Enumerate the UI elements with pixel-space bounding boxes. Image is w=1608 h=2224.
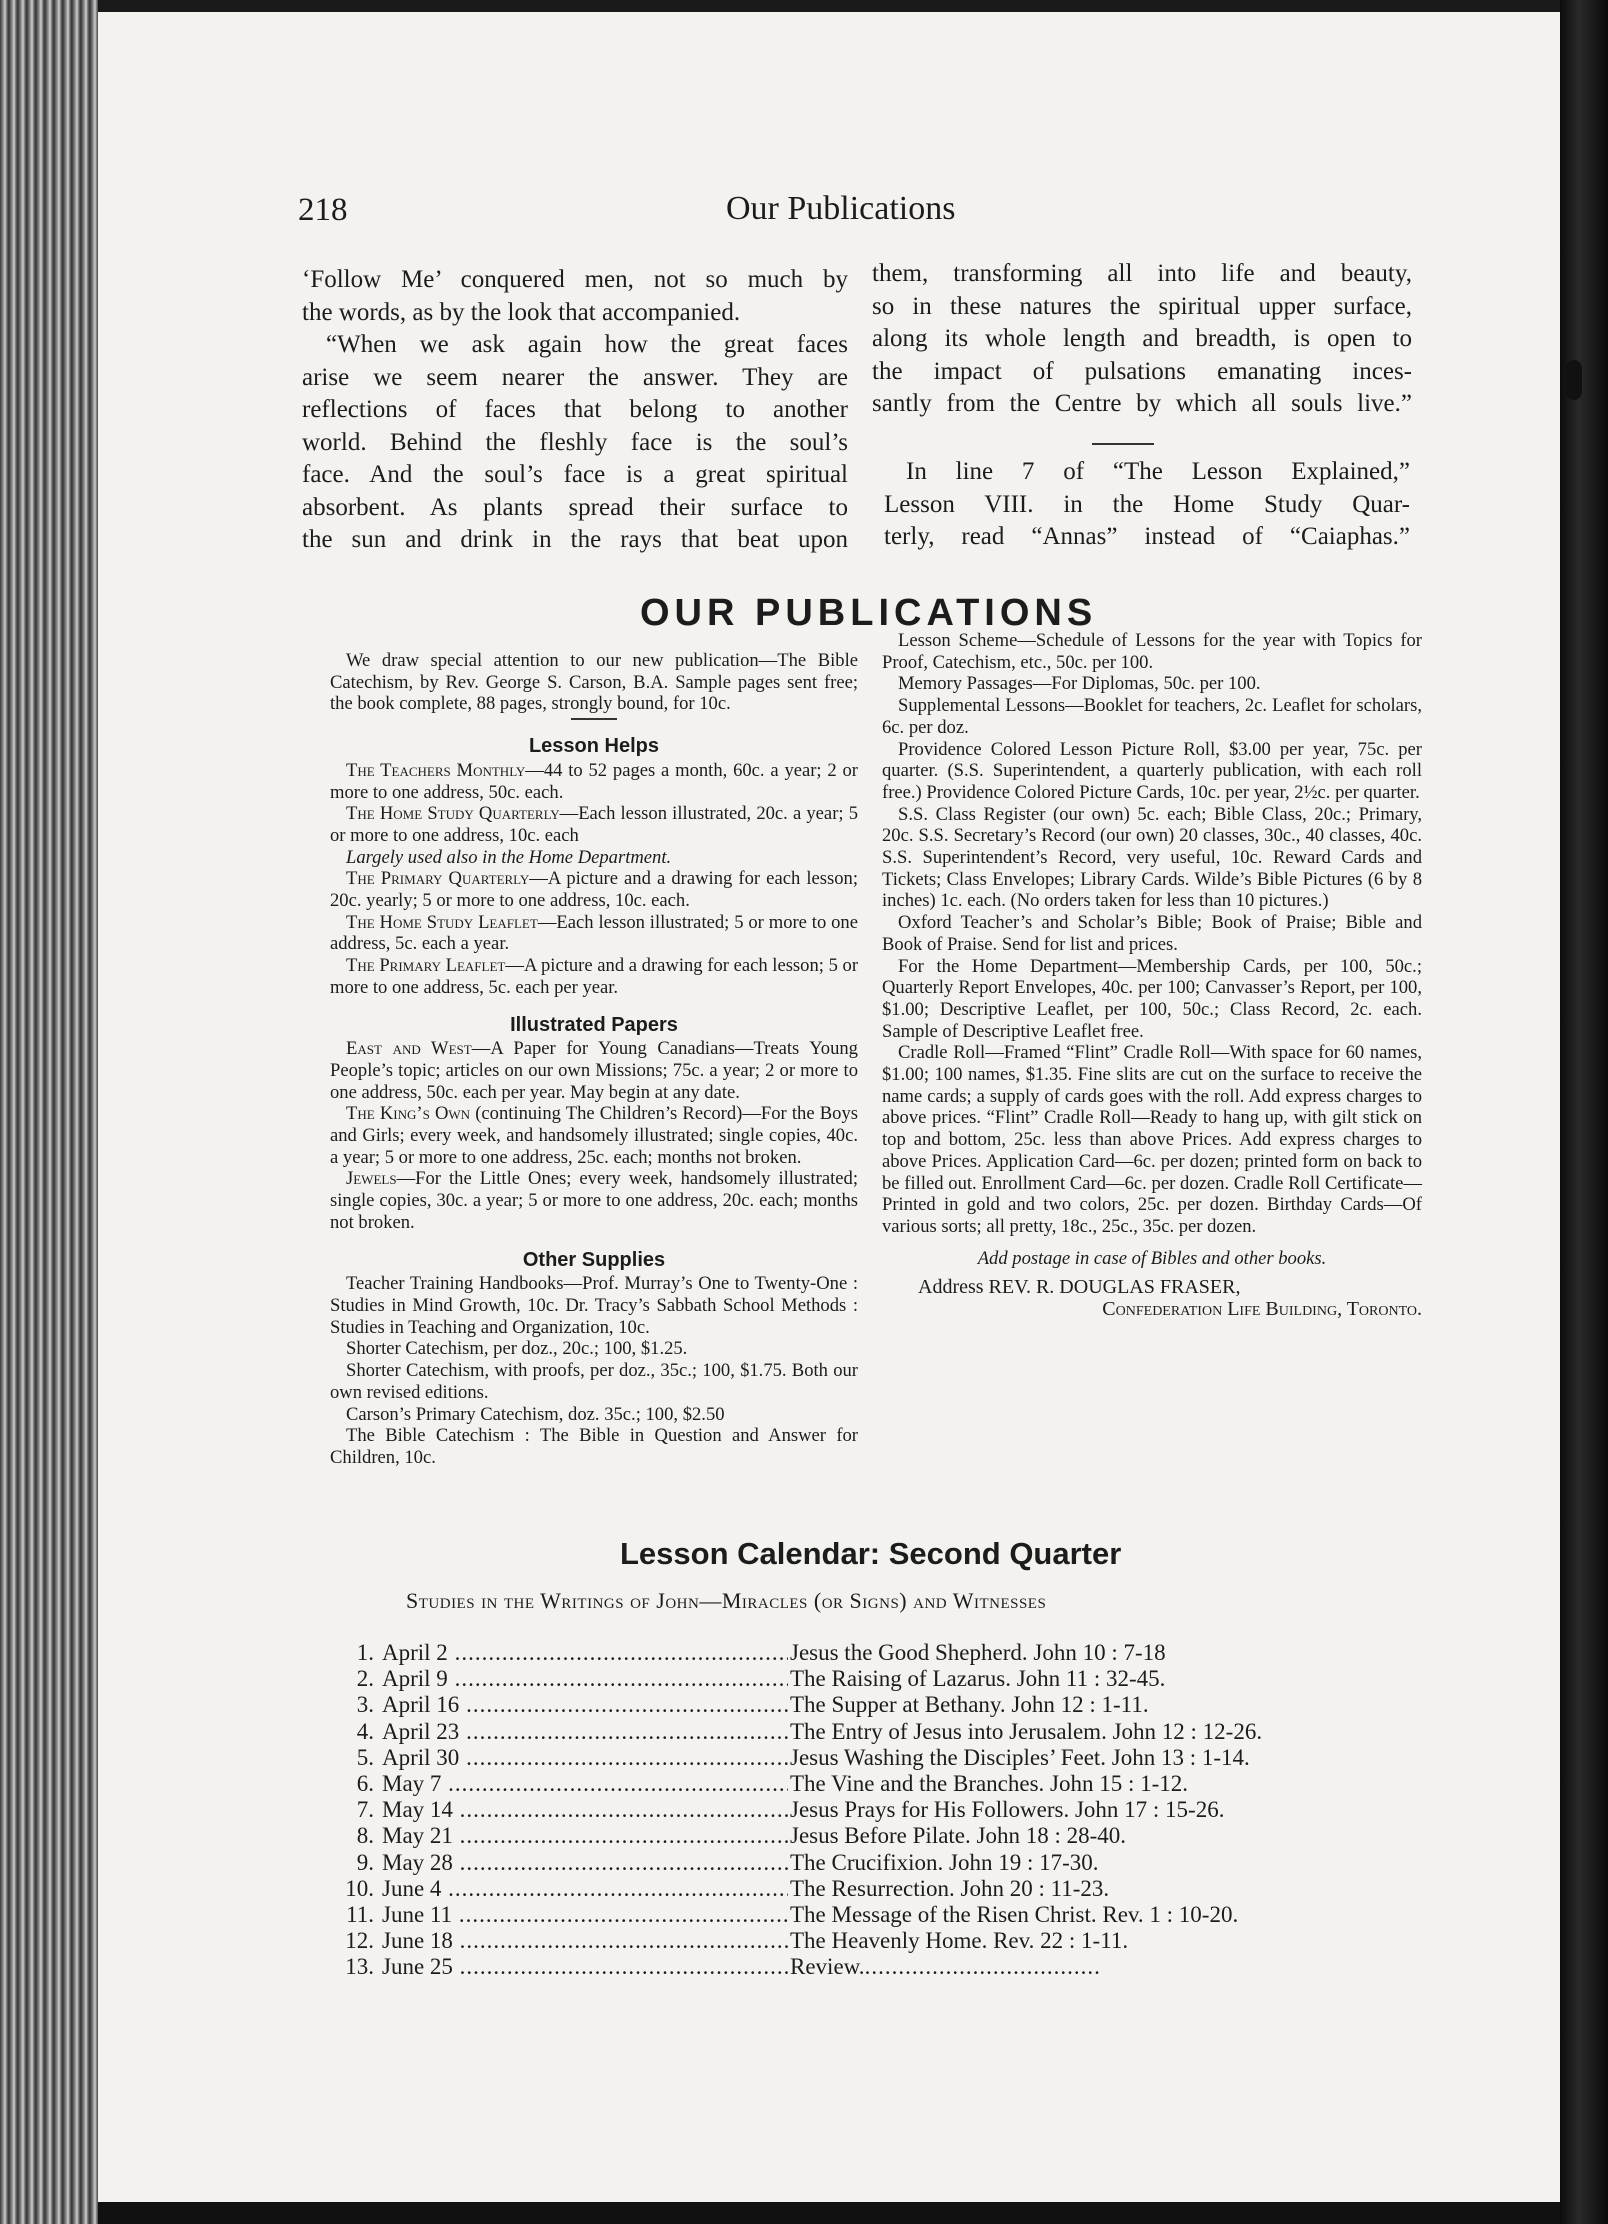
calendar-lesson-title: The Raising of Lazarus. John 11 : 32-45. <box>790 1666 1166 1692</box>
calendar-subtitle: Studies in the Writings of John—Miracles (or Signs) and Witnesses <box>406 1588 1047 1613</box>
article-line: so in these natures the spiritual upper surface, <box>872 292 1412 320</box>
calendar-row <box>326 1797 1456 1823</box>
publication-item: The King’s Own (continuing The Children’s Record)—For the Boys and Girls; every week, and handsomely illustrated; single copies, 40c. a year; 5 or more to one address, 25c. each; months not broken. <box>330 1103 858 1168</box>
calendar-row <box>326 1719 1456 1745</box>
running-head-title: Our Publications <box>726 190 956 227</box>
publications-title: OUR PUBLICATIONS <box>640 592 1098 634</box>
page-number: 218 <box>298 192 348 228</box>
calendar-lesson-title: Jesus Prays for His Followers. John 17 : 15-26. <box>790 1797 1225 1823</box>
publication-item: The Home Study Quarterly—Each lesson illustrated, 20c. a year; 5 or more to one address, 10c. each <box>330 803 859 846</box>
publications-intro: We draw special attention to our new publication—The Bible Catechism, by Rev. George S. Carson, B.A. Sample pages sent free; the book complete, 88 pages, strongly bound, for 10c. <box>330 650 858 715</box>
publication-item: The Primary Leaflet—A picture and a drawing for each lesson; 5 or more to one address, 5c. each per year. <box>330 955 859 998</box>
calendar-row <box>326 1692 1456 1718</box>
calendar-row <box>326 1850 1456 1876</box>
article-line: the impact of pulsations emanating inces- <box>872 357 1412 385</box>
calendar-lesson-number: 7. <box>356 1797 374 1823</box>
calendar-lesson-number: 11. <box>346 1901 374 1927</box>
correction-line: Lesson VIII. in the Home Study Quar- <box>884 490 1410 518</box>
scan-bottom-edge <box>98 2202 1560 2224</box>
binding-hole <box>1566 360 1582 400</box>
address-line: Confederation Life Building, Toronto. <box>1102 1298 1422 1321</box>
calendar-lesson-title: The Vine and the Branches. John 15 : 1-12. <box>790 1770 1189 1796</box>
calendar-lesson-title: The Crucifixion. John 19 : 17-30. <box>790 1849 1099 1875</box>
calendar-lesson-number: 9. <box>356 1849 374 1875</box>
calendar-lesson-date: May 7 ..... <box>382 1771 1102 1797</box>
calendar-lesson-date: May 28 ..... <box>382 1850 1102 1876</box>
article-left-column <box>302 264 848 557</box>
article-line: the words, as by the look that accompanied. <box>302 298 741 326</box>
article-line: the sun and drink in the rays that beat upon <box>302 526 848 553</box>
correction-note <box>884 456 1410 554</box>
calendar-lesson-number: 6. <box>356 1770 374 1796</box>
supply-item: Cradle Roll—Framed “Flint” Cradle Roll—With space for 60 names, $1.00; 100 names, $1.35. Fine slits are cut on the surface to receive the name cards; a supply of cards goes with the roll. Add express charges to above prices. “Flint” Cradle Roll—Ready to hang up, with gilt stick on top and bottom, 25c. less than above Prices. Add express charges to above Prices. Application Card—6c. per dozen; printed form on back to be filled out. Enrollment Card—6c. per dozen. Cradle Roll Certificate—Printed in gold and two colors, 25c. per dozen. Birthday Cards—Of various sorts; all pretty, 18c., 25c., 35c. per dozen. <box>882 1042 1422 1237</box>
calendar-row <box>326 1745 1456 1771</box>
calendar-lesson-title: The Resurrection. John 20 : 11-23. <box>790 1875 1110 1901</box>
calendar-lesson-date: June 25 ..... <box>382 1954 1102 1980</box>
publication-item: The Primary Quarterly—A picture and a drawing for each lesson; 20c. yearly; 5 or more to one address, 10c. each. <box>330 868 858 912</box>
calendar-lesson-date: May 14 ..... <box>382 1797 1102 1823</box>
calendar-lesson-date: June 4 ..... <box>382 1876 1102 1902</box>
article-right-column <box>872 258 1412 421</box>
calendar-lesson-title: The Supper at Bethany. John 12 : 1-11. <box>790 1692 1149 1718</box>
other-supplies-heading: Other Supplies <box>522 1248 666 1271</box>
article-line: face. And the soul’s face is a great spiritual <box>302 461 848 488</box>
calendar-lesson-number: 5. <box>356 1744 374 1770</box>
calendar-lesson-title: Jesus the Good Shepherd. John 10 : 7-18 <box>790 1640 1166 1665</box>
address-line: Address REV. R. DOUGLAS FRASER, <box>918 1276 1241 1299</box>
supply-item: Providence Colored Lesson Picture Roll, $3.00 per year, 75c. per quarter. (S.S. Superintendent, a quarterly publication, with each roll free.) Providence Colored Picture Cards, 10c. per year, 2½c. per quarter. <box>882 738 1422 803</box>
supply-item: Shorter Catechism, per doz., 20c.; 100, $1.25. <box>346 1338 688 1360</box>
supply-item: Shorter Catechism, with proofs, per doz., 35c.; 100, $1.75. Both our own revised editions. <box>330 1360 858 1403</box>
calendar-lesson-title: Jesus Washing the Disciples’ Feet. John 13 : 1-14. <box>790 1744 1250 1770</box>
article-line: arise we seem nearer the answer. They are <box>302 363 848 391</box>
article-line: world. Behind the fleshly face is the soul’s <box>302 428 848 456</box>
scan-right-edge <box>1560 0 1608 2224</box>
book-spine-edge <box>0 0 98 2224</box>
calendar-lesson-date: April 16 ..... <box>382 1692 1102 1718</box>
article-line: along its whole length and breadth, is open to <box>872 325 1412 352</box>
calendar-lesson-number: 1. <box>356 1640 374 1665</box>
calendar-title: Lesson Calendar: Second Quarter <box>620 1536 1122 1571</box>
supply-item: Lesson Scheme—Schedule of Lessons for the year with Topics for Proof, Catechism, etc., 50c. per 100. <box>882 630 1422 673</box>
calendar-lesson-number: 10. <box>345 1875 374 1901</box>
calendar-list <box>326 1640 1456 1980</box>
short-rule <box>571 718 617 720</box>
supply-item: S.S. Class Register (our own) 5c. each; Bible Class, 20c.; Primary, 20c. S.S. Secretary’s Record (our own) 20 classes, 30c., 40 classes, 40c. S.S. Superintendent’s Record, very useful, 10c. Reward Cards and Tickets; Class Envelopes; Library Cards. Wilde’s Bible Pictures (6 by 8 inches) 1c. each. (No orders taken for less than 10 pictures.) <box>882 803 1422 912</box>
calendar-lesson-number: 8. <box>356 1823 374 1849</box>
calendar-row <box>326 1823 1456 1849</box>
publication-item: East and West—A Paper for Young Canadians—Treats Young People’s topic; articles on our own Missions; 75c. a year; 2 or more to one address, 50c. each per year. May begin at any date. <box>330 1038 858 1103</box>
postage-note: Add postage in case of Bibles and other books. <box>977 1247 1327 1269</box>
publications-right-column <box>882 630 1422 1321</box>
article-line: santly from the Centre by which all souls live.” <box>872 390 1412 417</box>
supply-item: The Bible Catechism : The Bible in Question and Answer for Children, 10c. <box>330 1425 858 1468</box>
calendar-lesson-date: April 30 ..... <box>382 1745 1102 1771</box>
calendar-row <box>326 1876 1456 1902</box>
illustrated-papers-heading: Illustrated Papers <box>510 1013 678 1036</box>
publications-left-column <box>330 650 858 1469</box>
lesson-helps-heading: Lesson Helps <box>528 735 660 758</box>
article-line: absorbent. As plants spread their surface to <box>302 493 848 521</box>
supply-item: For the Home Department—Membership Cards, per 100, 50c.; Quarterly Report Envelopes, 40c. per 100; Canvasser’s Report, per 100, $1.00; Descriptive Leaflet, per 100, 50c.; Class Record, 2c. each. Sample of Descriptive Leaflet free. <box>882 955 1422 1042</box>
calendar-lesson-number: 13. <box>345 1954 374 1980</box>
calendar-row <box>326 1666 1456 1692</box>
calendar-lesson-date: April 9 ..... <box>382 1666 1102 1692</box>
calendar-lesson-title: The Entry of Jesus into Jerusalem. John 12 : 12-26. <box>790 1718 1263 1744</box>
article-line: them, transforming all into life and beauty, <box>872 260 1412 287</box>
calendar-lesson-date: June 11 ..... <box>382 1902 1102 1928</box>
correction-line: In line 7 of “The Lesson Explained,” <box>906 458 1410 485</box>
calendar-row <box>326 1640 1456 1666</box>
publication-item: Largely used also in the Home Department. <box>346 846 672 868</box>
calendar-lesson-number: 12. <box>345 1928 374 1954</box>
calendar-lesson-title: The Heavenly Home. Rev. 22 : 1-11. <box>790 1928 1129 1954</box>
article-line: ‘Follow Me’ conquered men, not so much by <box>302 266 848 293</box>
supply-item: Carson’s Primary Catechism, doz. 35c.; 100, $2.50 <box>346 1403 725 1425</box>
calendar-lesson-date: April 2 ..... <box>382 1640 1102 1666</box>
calendar-lesson-date: April 23 ..... <box>382 1719 1102 1745</box>
calendar-row <box>326 1771 1456 1797</box>
article-line: “When we ask again how the great faces <box>326 331 848 358</box>
article-line: reflections of faces that belong to another <box>302 396 848 423</box>
publication-item: Jewels—For the Little Ones; every week, handsomely illustrated; single copies, 30c. a year; 5 or more to one address, 20c. each; months not broken. <box>330 1168 858 1233</box>
calendar-lesson-number: 4. <box>356 1718 374 1744</box>
calendar-lesson-number: 3. <box>356 1692 374 1718</box>
calendar-row <box>326 1954 1456 1980</box>
calendar-lesson-title: The Message of the Risen Christ. Rev. 1 : 10-20. <box>790 1901 1239 1927</box>
section-divider <box>1092 443 1154 445</box>
supply-item: Teacher Training Handbooks—Prof. Murray’s One to Twenty-One : Studies in Mind Growth, 10c. Dr. Tracy’s Sabbath School Methods : Studies in Teaching and Organization, 10c. <box>330 1273 858 1338</box>
calendar-lesson-title: Jesus Before Pilate. John 18 : 28-40. <box>790 1823 1127 1849</box>
supply-item: Supplemental Lessons—Booklet for teachers, 2c. Leaflet for scholars, 6c. per doz. <box>882 695 1422 738</box>
calendar-row <box>326 1928 1456 1954</box>
calendar-lesson-date: May 21 ..... <box>382 1823 1102 1849</box>
correction-line: terly, read “Annas” instead of “Caiaphas.” <box>884 523 1410 550</box>
publication-item: The Teachers Monthly—44 to 52 pages a month, 60c. a year; 2 or more to one address, 50c. each. <box>330 759 859 803</box>
supply-item: Memory Passages—For Diplomas, 50c. per 100. <box>898 673 1261 695</box>
calendar-row <box>326 1902 1456 1928</box>
publication-item: The Home Study Leaflet—Each lesson illustrated; 5 or more to one address, 5c. each a year. <box>330 911 858 955</box>
calendar-lesson-number: 2. <box>356 1666 374 1692</box>
supply-item: Oxford Teacher’s and Scholar’s Bible; Book of Praise; Bible and Book of Praise. Send for list and prices. <box>882 912 1422 955</box>
calendar-lesson-date: June 18 ..... <box>382 1928 1102 1954</box>
calendar-lesson-title: Review. <box>790 1954 865 1980</box>
